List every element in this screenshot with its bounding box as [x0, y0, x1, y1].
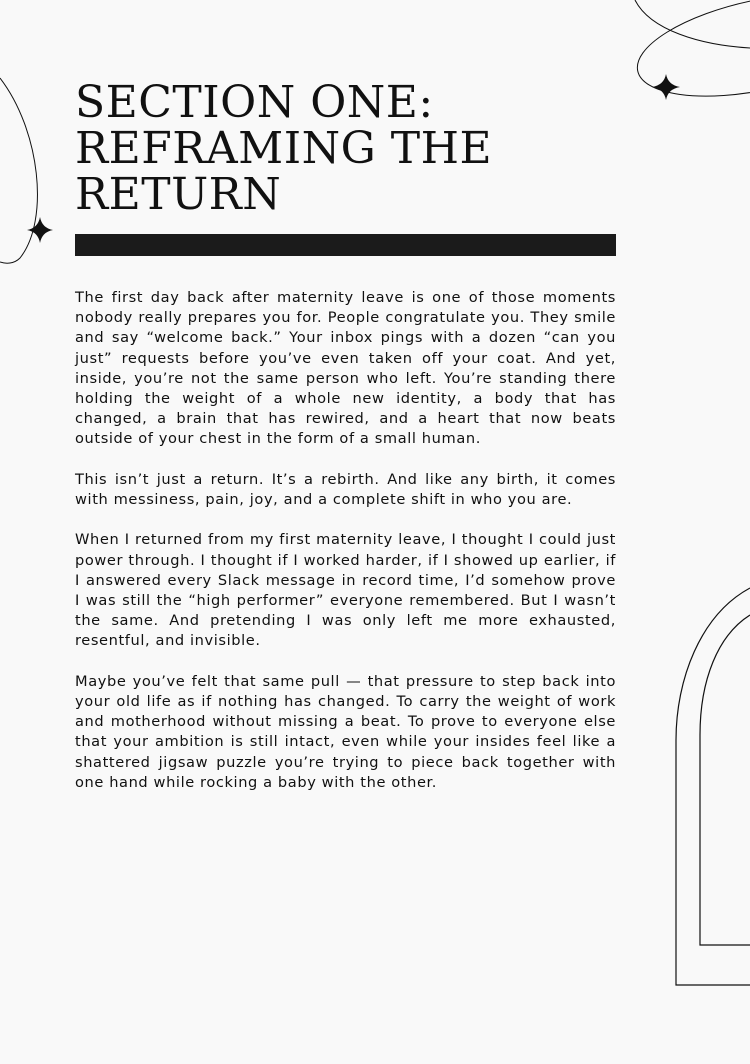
- title-line: REFRAMING THE: [75, 123, 493, 174]
- title-line: RETURN: [75, 169, 282, 220]
- paragraph: Maybe you’ve felt that same pull — that pressure to step back into your old life as if nothing has changed. To carry the weight of work and motherhood without missing a beat. To prove to everyone else that your ambition is still intact, even while your insides feel like a shattered jigsaw puzzle you’re trying to piece back together with one hand while rocking a baby with the other.: [75, 672, 616, 791]
- paragraph: When I returned from my first maternity leave, I thought I could just power through. I thought if I worked harder, if I showed up earlier, if I answered every Slack message in record time, I’d somehow prove I was still the “high performer” everyone remembered. But I wasn’t the same. And pretending I was only left me more exhausted, resentful, and invisible.: [75, 531, 616, 650]
- orbit-arc: [0, 78, 37, 263]
- title-line: SECTION ONE:: [75, 77, 434, 128]
- divider-bar: [75, 234, 616, 256]
- body-text: [75, 288, 616, 813]
- paragraph: This isn’t just a return. It’s a rebirth. And like any birth, it comes with messiness, pain, joy, and a complete shift in who you are.: [75, 470, 616, 509]
- orbit-arc: [635, 0, 750, 48]
- arch-outline: [700, 615, 750, 945]
- arch-outline: [676, 588, 750, 985]
- paragraph: The first day back after maternity leave is one of those moments nobody really prepares you for. People congratulate you. They smile and say “welcome back.” Your inbox pings with a dozen “can you just” requests before you’ve even taken off your coat. And yet, inside, you’re not the same person who left. You’re standing there holding the weight of a whole new identity, a body that has changed, a brain that has rewired, and a heart that now beats outside of your chest in the form of a small human.: [75, 289, 616, 448]
- sparkle-icon: [652, 74, 680, 100]
- page-title: [75, 77, 635, 220]
- orbit-arc: [628, 0, 750, 115]
- sparkle-icon: [27, 217, 53, 243]
